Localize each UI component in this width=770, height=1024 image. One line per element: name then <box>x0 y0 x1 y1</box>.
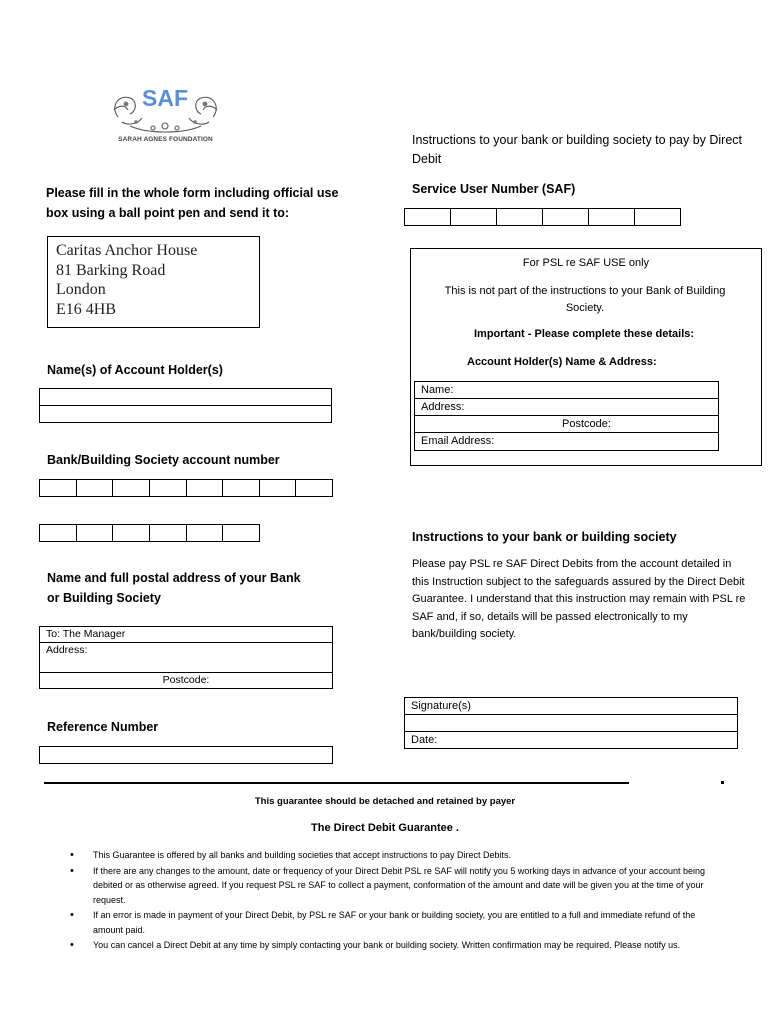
reference-label: Reference Number <box>47 720 159 734</box>
address-line-3: London <box>56 281 106 298</box>
name-field: Name: <box>415 382 718 399</box>
postcode-field: Postcode: <box>415 416 718 433</box>
logo-graphic <box>108 82 223 137</box>
svg-text:SAF: SAF <box>142 85 188 111</box>
sort-code-cells[interactable] <box>39 524 260 542</box>
address-field: Address: <box>415 399 718 416</box>
signature-field: Signature(s) <box>405 698 737 715</box>
detach-dot <box>721 781 724 784</box>
service-user-cells[interactable] <box>404 208 681 226</box>
logo-subtitle: SARAH AGNES FOUNDATION <box>118 136 213 143</box>
account-number-cells[interactable] <box>39 479 333 497</box>
address-line-2: 81 Barking Road <box>56 261 166 279</box>
list-item: • If there are any changes to the amount, date or frequency of your Direct Debit PSL re SAF will notify you 5 working days in advance of your account being debited or as otherwise agreed. If you request PSL re SAF to collect a payment, conformation of the amount and date will be given you at the time of your request. <box>70 864 720 908</box>
reference-field[interactable] <box>39 746 333 764</box>
account-holder-field[interactable] <box>39 388 332 423</box>
detach-line <box>44 782 629 784</box>
address-line-4: E16 4HB <box>56 300 116 318</box>
list-item: • You can cancel a Direct Debit at any time by simply contacting your bank or building society. Written confirmation may be required. Please notify us. <box>70 938 720 953</box>
date-field: Date: <box>411 734 438 746</box>
account-number-label: Bank/Building Society account number <box>47 453 280 467</box>
instructions-text: Please pay PSL re SAF Direct Debits from the account detailed in this Instruction subject to the safeguards assured by the Direct Debit Guarantee. I understand that this instruction may remain with PSL re SAF and, if so, details will be passed electronically to my bank/building society. <box>412 558 746 640</box>
list-item: • This Guarantee is offered by all banks and building societies that accept instructions to pay Direct Debits. <box>70 848 720 863</box>
holder-address-title: Account Holder(s) Name & Address: <box>467 356 657 368</box>
important-note: Important - Please complete these details: <box>474 328 695 340</box>
detach-note: This guarantee should be detached and retained by payer <box>254 796 516 807</box>
holder-details-table[interactable] <box>414 381 719 451</box>
email-field: Email Address: <box>421 435 495 447</box>
bank-postcode-field: Postcode: <box>162 674 210 686</box>
address-line-1: Caritas Anchor House <box>56 242 198 259</box>
bank-to-field: To: The Manager <box>40 627 332 643</box>
page-title: Instructions to your bank or building society to pay by Direct Debit <box>412 133 743 166</box>
bank-address-label: Name and full postal address of your Bank or Building Society <box>47 571 301 605</box>
guarantee-list <box>70 848 720 954</box>
signature-box[interactable] <box>404 697 738 749</box>
official-use-box <box>410 248 762 466</box>
guarantee-title: The Direct Debit Guarantee . <box>311 822 459 834</box>
service-user-label: Service User Number (SAF) <box>412 182 576 196</box>
official-note: This is not part of the instructions to your Bank of Building Society. <box>444 285 726 314</box>
account-holder-label: Name(s) of Account Holder(s) <box>47 363 223 377</box>
bank-address-box[interactable] <box>39 626 333 689</box>
saf-logo <box>108 82 223 147</box>
list-item: • If an error is made in payment of your Direct Debit, by PSL re SAF or your bank or building society, you are entitled to a full and immediate refund of the amount paid. <box>70 908 720 937</box>
instructions-heading: Instructions to your bank or building society <box>412 530 677 544</box>
send-address-box <box>47 236 260 328</box>
fill-instruction: Please fill in the whole form including official use box using a ball point pen and send it to: <box>46 186 339 220</box>
official-use-title: For PSL re SAF USE only <box>522 257 650 269</box>
bank-address-field: Address: <box>40 643 332 673</box>
